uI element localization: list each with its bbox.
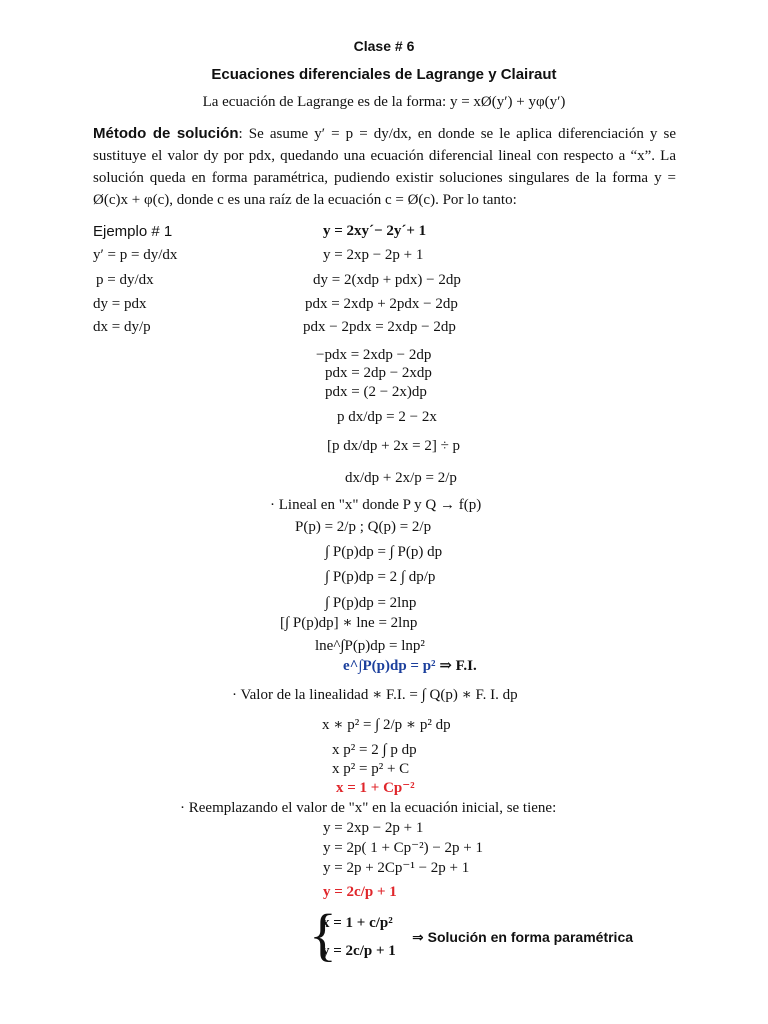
lagrange-form: La ecuación de Lagrange es de la forma: y = xØ(y′) + yφ(y′) [202,94,566,110]
y-result: y = 2c/p + 1 [323,884,397,900]
replace-step: y = 2xp − 2p + 1 [323,820,424,836]
step: dy = 2(xdp + pdx) − 2dp [313,272,461,288]
replace-step: y = 2p + 2Cp⁻¹ − 2p + 1 [323,860,470,876]
method-text: : Se asume y′ = p = dy/dx, en donde se le aplica diferenciación y se sustituye el valor dy por pdx, quedando una ecuación diferencial lineal con respecto a “x”. La solución queda en forma paramétrica, pudiendo existir soluciones singulares de la forma y = Ø(c)x + φ(c), donde c es una raíz de la ecuación c = Ø(c). Por lo tanto: [93,126,676,208]
class-title: Clase # 6 [353,38,415,54]
parametric-x: x = 1 + c/p² [322,915,393,931]
fi-label: ⇒ F.I. [439,658,477,674]
left-step: p = dy/dx [96,272,154,288]
step: pdx = 2xdp + 2pdx − 2dp [305,296,458,312]
step: pdx = 2dp − 2xdp [325,365,432,381]
system-brace: { [309,902,337,967]
integral-step: lne^∫P(p)dp = lnp² [315,638,425,654]
integral-step: ∫ P(p)dp = ∫ P(p) dp [325,544,443,560]
step: dx/dp + 2x/p = 2/p [345,470,457,486]
topic-title: Ecuaciones diferenciales de Lagrange y Clairaut [211,66,557,83]
solve-step: x ∗ p² = ∫ 2/p ∗ p² dp [322,717,451,733]
step: pdx = (2 − 2x)dp [325,384,427,400]
x-result: x = 1 + Cp⁻² [336,780,415,796]
replace-step: y = 2p( 1 + Cp⁻²) − 2p + 1 [323,840,483,856]
p-q-definitions: P(p) = 2/p ; Q(p) = 2/p [295,519,432,535]
example-equation: y = 2xy´− 2y´+ 1 [323,223,427,239]
left-step: dy = pdx [93,296,147,312]
parametric-label: ⇒ Solución en forma paramétrica [412,929,634,945]
left-step: dx = dy/p [93,319,151,335]
step: [p dx/dp + 2x = 2] ÷ p [327,438,461,454]
method-heading: Método de solución [93,125,239,142]
example-heading: Ejemplo # 1 [93,223,173,240]
step: −pdx = 2xdp − 2dp [316,347,432,363]
integral-step: ∫ P(p)dp = 2 ∫ dp/p [325,569,436,585]
linearity-value: · Valor de la linealidad ∗ F.I. = ∫ Q(p) ∗ F. I. dp [232,687,518,703]
left-step: y′ = p = dy/dx [93,247,178,263]
step: pdx − 2pdx = 2xdp − 2dp [303,319,456,335]
integral-step: ∫ P(p)dp = 2lnp [325,595,417,611]
integrating-factor-row [343,657,477,675]
step: y = 2xp − 2p + 1 [323,247,424,263]
solve-step: x p² = p² + C [332,761,410,777]
linear-note: · Lineal en "x" donde P y Q → f(p) [270,497,482,513]
step: p dx/dp = 2 − 2x [337,409,437,425]
solve-step: x p² = 2 ∫ p dp [332,742,417,758]
method-paragraph [93,123,676,211]
parametric-y: y = 2c/p + 1 [322,943,396,959]
integrating-factor: e^∫P(p)dp = p² [343,658,436,674]
replace-note: · Reemplazando el valor de "x" en la ecuación inicial, se tiene: [180,800,557,816]
integral-step: [∫ P(p)dp] ∗ lne = 2lnp [280,615,418,631]
